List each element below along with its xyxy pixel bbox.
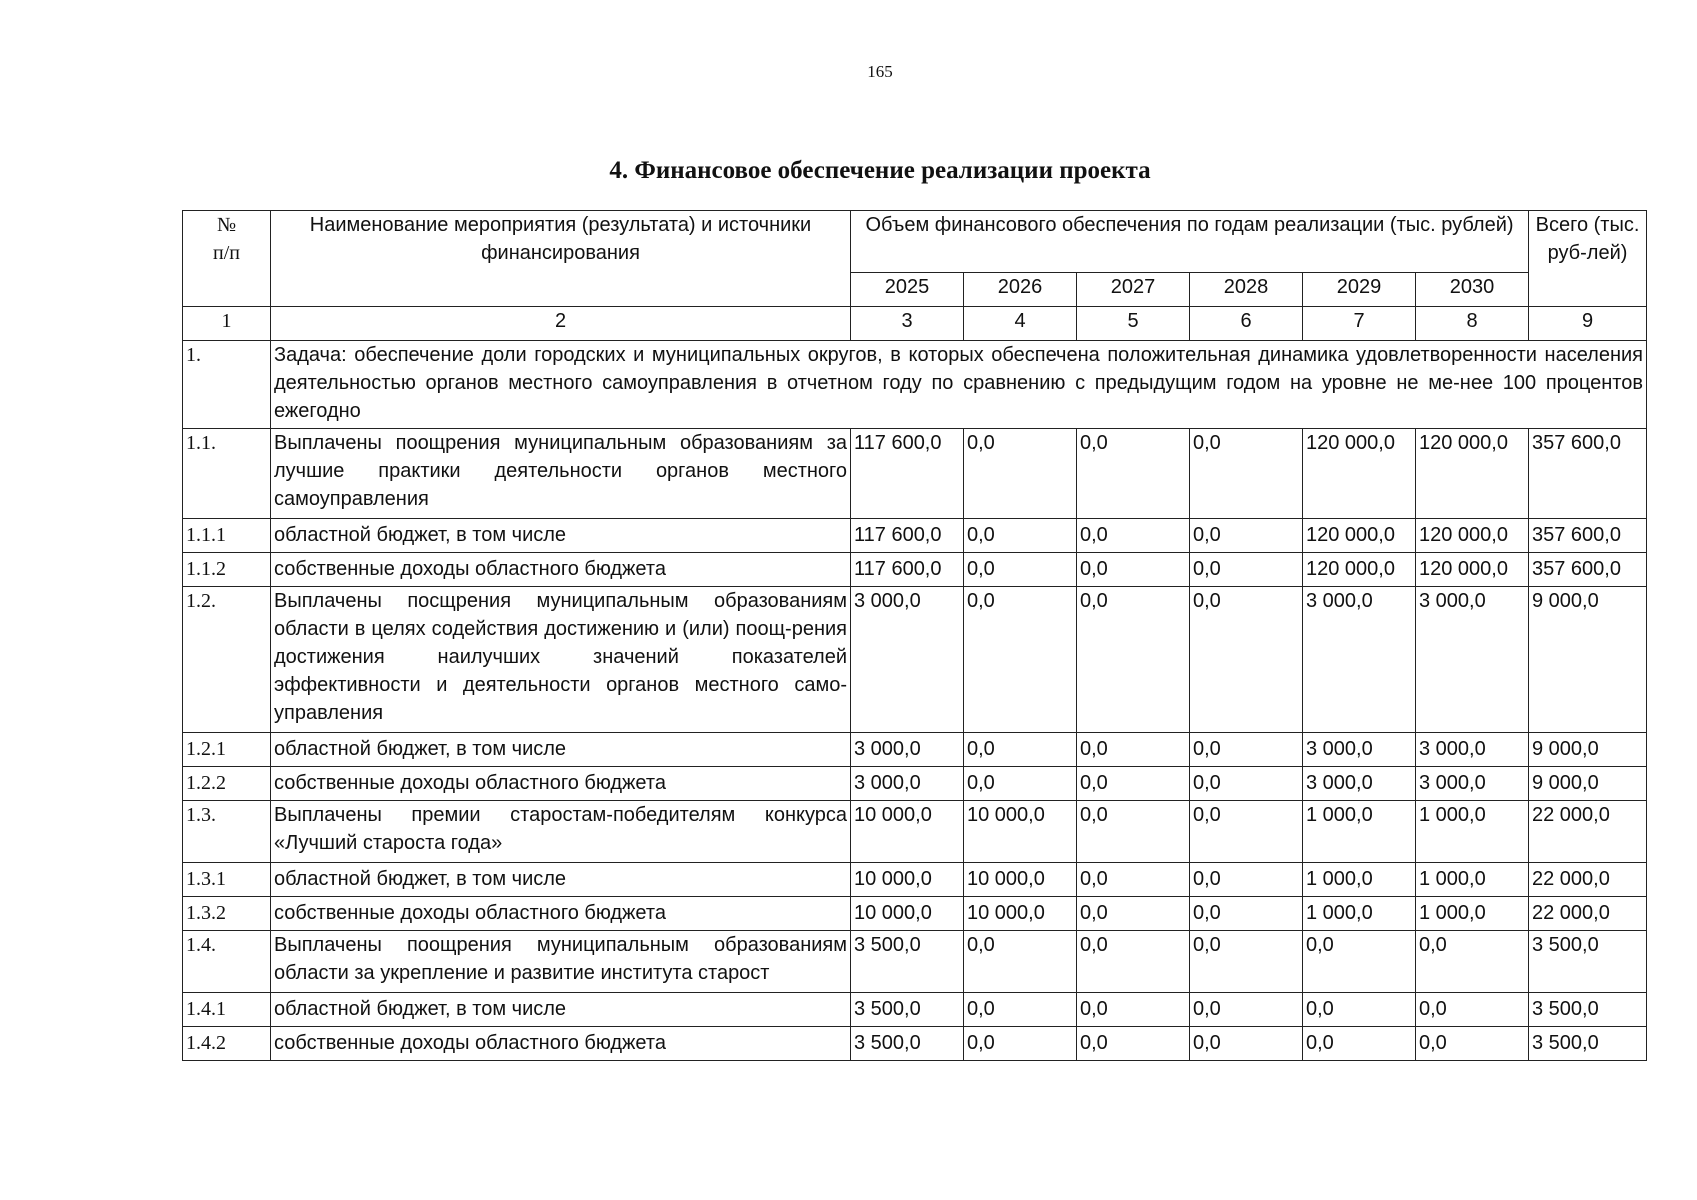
row-name: Выплачены поощрения муниципальным образованиям области за укрепление и развитие института старост <box>271 931 851 993</box>
row-year-value: 3 500,0 <box>851 1027 964 1061</box>
row-year-value: 0,0 <box>1416 993 1529 1027</box>
row-year-value: 1 000,0 <box>1416 801 1529 863</box>
row-number: 1.2. <box>183 587 271 733</box>
row-total: 22 000,0 <box>1529 897 1647 931</box>
row-year-value: 0,0 <box>1190 897 1303 931</box>
row-total: 3 500,0 <box>1529 931 1647 993</box>
row-year-value: 117 600,0 <box>851 519 964 553</box>
task-text: Задача: обеспечение доли городских и муниципальных округов, в которых обеспечена положительная динамика удовлетворенности населения деятельностью органов местного самоуправления в отчетном году по сравнению с предыдущим годом на уровне не ме-нее 100 процентов ежегодно <box>271 341 1647 429</box>
row-year-value: 0,0 <box>1190 429 1303 519</box>
row-year-value: 0,0 <box>1077 553 1190 587</box>
row-number: 1.2.1 <box>183 733 271 767</box>
row-year-value: 0,0 <box>1077 429 1190 519</box>
row-year-value: 120 000,0 <box>1416 553 1529 587</box>
row-year-value: 3 000,0 <box>1303 587 1416 733</box>
row-year-value: 0,0 <box>1077 897 1190 931</box>
row-year-value: 1 000,0 <box>1303 897 1416 931</box>
row-name: Выплачены поощрения муниципальным образованиям за лучшие практики деятельности органов местного самоуправления <box>271 429 851 519</box>
row-year-value: 10 000,0 <box>851 863 964 897</box>
header-year: 2025 <box>851 273 964 307</box>
row-year-value: 0,0 <box>964 553 1077 587</box>
table-row <box>183 1027 1647 1061</box>
row-name: собственные доходы областного бюджета <box>271 1027 851 1061</box>
header-year: 2029 <box>1303 273 1416 307</box>
column-number: 4 <box>964 307 1077 341</box>
column-number: 3 <box>851 307 964 341</box>
row-year-value: 0,0 <box>964 767 1077 801</box>
table-row <box>183 897 1647 931</box>
row-name: собственные доходы областного бюджета <box>271 767 851 801</box>
page-number: 165 <box>867 62 893 81</box>
row-number: 1.1.1 <box>183 519 271 553</box>
row-year-value: 3 000,0 <box>1303 733 1416 767</box>
table-row <box>183 733 1647 767</box>
header-year: 2027 <box>1077 273 1190 307</box>
column-number: 2 <box>271 307 851 341</box>
row-year-value: 3 500,0 <box>851 993 964 1027</box>
row-number: 1.1. <box>183 429 271 519</box>
row-year-value: 120 000,0 <box>1303 519 1416 553</box>
row-year-value: 3 000,0 <box>1416 587 1529 733</box>
row-year-value: 120 000,0 <box>1416 429 1529 519</box>
row-total: 9 000,0 <box>1529 733 1647 767</box>
row-number: 1.4.1 <box>183 993 271 1027</box>
header-row <box>183 211 1647 273</box>
row-year-value: 3 000,0 <box>851 587 964 733</box>
row-year-value: 117 600,0 <box>851 553 964 587</box>
row-year-value: 0,0 <box>964 931 1077 993</box>
column-number: 1 <box>183 307 271 341</box>
row-number: 1.4.2 <box>183 1027 271 1061</box>
row-year-value: 1 000,0 <box>1303 801 1416 863</box>
column-number: 5 <box>1077 307 1190 341</box>
row-name: областной бюджет, в том числе <box>271 519 851 553</box>
table-row <box>183 931 1647 993</box>
table-row <box>183 767 1647 801</box>
row-total: 3 500,0 <box>1529 1027 1647 1061</box>
row-year-value: 120 000,0 <box>1303 429 1416 519</box>
row-year-value: 1 000,0 <box>1303 863 1416 897</box>
row-year-value: 3 000,0 <box>851 767 964 801</box>
row-total: 9 000,0 <box>1529 587 1647 733</box>
row-year-value: 1 000,0 <box>1416 863 1529 897</box>
row-year-value: 0,0 <box>964 993 1077 1027</box>
row-name: областной бюджет, в том числе <box>271 863 851 897</box>
row-year-value: 0,0 <box>1077 587 1190 733</box>
header-year: 2026 <box>964 273 1077 307</box>
row-year-value: 0,0 <box>1077 1027 1190 1061</box>
row-year-value: 0,0 <box>964 733 1077 767</box>
header-name: Наименование мероприятия (результата) и источники финансирования <box>271 211 851 307</box>
row-year-value: 0,0 <box>1077 519 1190 553</box>
row-name: областной бюджет, в том числе <box>271 733 851 767</box>
row-year-value: 0,0 <box>1190 1027 1303 1061</box>
row-year-value: 0,0 <box>1077 863 1190 897</box>
row-year-value: 3 000,0 <box>851 733 964 767</box>
row-year-value: 1 000,0 <box>1416 897 1529 931</box>
row-name: собственные доходы областного бюджета <box>271 897 851 931</box>
row-year-value: 0,0 <box>964 1027 1077 1061</box>
row-year-value: 0,0 <box>1303 1027 1416 1061</box>
row-year-value: 0,0 <box>1303 993 1416 1027</box>
row-number: 1.3. <box>183 801 271 863</box>
financing-table <box>182 210 1647 1061</box>
row-year-value: 0,0 <box>964 429 1077 519</box>
row-year-value: 0,0 <box>1190 931 1303 993</box>
row-number: 1.1.2 <box>183 553 271 587</box>
row-year-value: 0,0 <box>1190 993 1303 1027</box>
table-row <box>183 587 1647 733</box>
row-name: Выплачены премии старостам-победителям конкурса «Лучший староста года» <box>271 801 851 863</box>
column-number: 9 <box>1529 307 1647 341</box>
table-row <box>183 429 1647 519</box>
row-year-value: 120 000,0 <box>1416 519 1529 553</box>
row-year-value: 0,0 <box>1077 931 1190 993</box>
row-year-value: 10 000,0 <box>964 801 1077 863</box>
row-year-value: 3 000,0 <box>1303 767 1416 801</box>
row-name: Выплачены посщрения муниципальным образованиям области в целях содействия достижению и (или) поощ-рения достижения наилучших значений показателей эффективности и деятельности органов местного само-управления <box>271 587 851 733</box>
row-number: 1.3.1 <box>183 863 271 897</box>
row-year-value: 0,0 <box>1303 931 1416 993</box>
row-year-value: 0,0 <box>1190 767 1303 801</box>
row-year-value: 117 600,0 <box>851 429 964 519</box>
row-year-value: 10 000,0 <box>964 863 1077 897</box>
row-year-value: 3 500,0 <box>851 931 964 993</box>
header-year: 2030 <box>1416 273 1529 307</box>
row-year-value: 0,0 <box>1416 931 1529 993</box>
header-year: 2028 <box>1190 273 1303 307</box>
row-year-value: 0,0 <box>1190 863 1303 897</box>
row-name: собственные доходы областного бюджета <box>271 553 851 587</box>
row-year-value: 0,0 <box>1077 993 1190 1027</box>
row-name: областной бюджет, в том числе <box>271 993 851 1027</box>
row-year-value: 10 000,0 <box>851 801 964 863</box>
row-number: 1.2.2 <box>183 767 271 801</box>
table-row <box>183 553 1647 587</box>
row-year-value: 0,0 <box>1190 519 1303 553</box>
row-year-value: 120 000,0 <box>1303 553 1416 587</box>
column-numbers-row <box>183 307 1647 341</box>
row-year-value: 0,0 <box>1077 767 1190 801</box>
row-year-value: 0,0 <box>1077 733 1190 767</box>
row-year-value: 0,0 <box>1077 801 1190 863</box>
row-number: 1.3.2 <box>183 897 271 931</box>
row-year-value: 3 000,0 <box>1416 733 1529 767</box>
row-total: 357 600,0 <box>1529 553 1647 587</box>
table-row <box>183 519 1647 553</box>
task-number: 1. <box>183 341 271 429</box>
task-row <box>183 341 1647 429</box>
row-year-value: 0,0 <box>1190 733 1303 767</box>
column-number: 8 <box>1416 307 1529 341</box>
row-year-value: 0,0 <box>1190 553 1303 587</box>
row-year-value: 0,0 <box>1190 587 1303 733</box>
row-year-value: 0,0 <box>1416 1027 1529 1061</box>
row-total: 357 600,0 <box>1529 429 1647 519</box>
table-row <box>183 863 1647 897</box>
row-total: 22 000,0 <box>1529 801 1647 863</box>
column-number: 6 <box>1190 307 1303 341</box>
header-volume: Объем финансового обеспечения по годам реализации (тыс. рублей) <box>851 211 1529 273</box>
row-total: 357 600,0 <box>1529 519 1647 553</box>
row-total: 22 000,0 <box>1529 863 1647 897</box>
column-number: 7 <box>1303 307 1416 341</box>
row-year-value: 10 000,0 <box>851 897 964 931</box>
row-year-value: 0,0 <box>964 519 1077 553</box>
table-row <box>183 801 1647 863</box>
row-year-value: 0,0 <box>964 587 1077 733</box>
row-total: 3 500,0 <box>1529 993 1647 1027</box>
table-row <box>183 993 1647 1027</box>
header-number: № п/п <box>183 211 271 307</box>
row-year-value: 0,0 <box>1190 801 1303 863</box>
header-total: Всего (тыс. руб-лей) <box>1529 211 1647 307</box>
row-number: 1.4. <box>183 931 271 993</box>
document-title: 4. Финансовое обеспечение реализации проекта <box>609 157 1151 184</box>
row-year-value: 3 000,0 <box>1416 767 1529 801</box>
row-total: 9 000,0 <box>1529 767 1647 801</box>
row-year-value: 10 000,0 <box>964 897 1077 931</box>
